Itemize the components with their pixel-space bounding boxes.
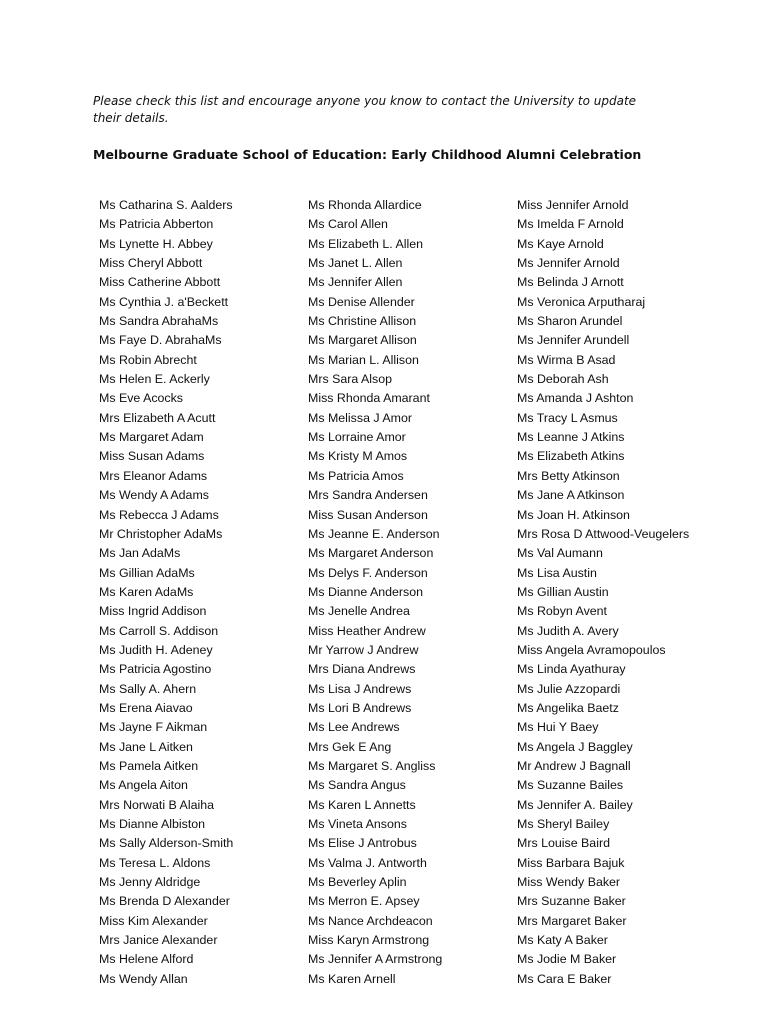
alumni-name-item: Ms Jane L Aitken — [99, 739, 193, 754]
alumni-name-item: Mr Christopher AdaMs — [99, 526, 223, 541]
alumni-name-item: Ms Helene Alford — [99, 952, 194, 967]
alumni-name-item: Ms Cara E Baker — [517, 971, 612, 986]
alumni-name-item: Ms Jeanne E. Anderson — [308, 526, 440, 541]
alumni-name-item: Ms Karen L Annetts — [308, 797, 416, 812]
alumni-name-item: Miss Ingrid Addison — [99, 604, 207, 619]
alumni-name-item: Mrs Betty Atkinson — [517, 468, 620, 483]
alumni-name-item: Ms Amanda J Ashton — [517, 391, 634, 406]
alumni-name-item: Ms Linda Ayathuray — [517, 662, 626, 677]
alumni-name-item: Miss Rhonda Amarant — [308, 391, 430, 406]
alumni-name-item: Ms Wendy A Adams — [99, 488, 209, 503]
alumni-name-item: Ms Imelda F Arnold — [517, 217, 624, 232]
alumni-name-item: Ms Jennifer Arundell — [517, 333, 630, 348]
alumni-name-item: Ms Eve Acocks — [99, 391, 184, 406]
alumni-name-item: Ms Jenelle Andrea — [308, 604, 410, 619]
alumni-name-item: Ms Jodie M Baker — [517, 952, 617, 967]
alumni-name-item: Ms Tracy L Asmus — [517, 410, 618, 425]
alumni-name-item: Ms Karen AdaMs — [99, 584, 194, 599]
name-column-2 — [308, 196, 513, 989]
alumni-name-item: Mrs Norwati B Alaiha — [99, 797, 214, 812]
alumni-name-item: Ms Helen E. Ackerly — [99, 372, 210, 387]
alumni-name-item: Mrs Gek E Ang — [308, 739, 392, 754]
alumni-name-item: Ms Karen Arnell — [308, 971, 396, 986]
alumni-name-item: Ms Jennifer Arnold — [517, 256, 620, 271]
alumni-name-item: Ms Christine Allison — [308, 314, 417, 329]
alumni-name-item: Ms Angela Aiton — [99, 778, 188, 793]
alumni-name-item: Ms Erena Aiavao — [99, 700, 193, 715]
alumni-name-item: Mrs Sara Alsop — [308, 372, 393, 387]
alumni-name-item: Ms Carroll S. Addison — [99, 623, 219, 638]
alumni-name-item: Ms Gillian AdaMs — [99, 565, 195, 580]
alumni-name-item: Ms Vineta Ansons — [308, 817, 407, 831]
alumni-name-item: Ms Robyn Avent — [517, 604, 607, 619]
alumni-name-item: Ms Margaret Anderson — [308, 546, 434, 561]
alumni-name-item: Ms Teresa L. Aldons — [99, 855, 211, 870]
alumni-name-item: Ms Merron E. Apsey — [308, 894, 420, 909]
alumni-name-item: Mrs Janice Alexander — [99, 933, 218, 948]
alumni-name-list — [99, 196, 759, 996]
alumni-name-item: Miss Angela Avramopoulos — [517, 642, 666, 657]
name-column-3 — [517, 196, 722, 989]
alumni-name-item: Ms Sandra Angus — [308, 778, 406, 793]
alumni-name-item: Ms Jane A Atkinson — [517, 488, 625, 503]
alumni-name-item: Ms Sally A. Ahern — [99, 681, 197, 696]
alumni-name-item: Ms Marian L. Allison — [308, 352, 419, 367]
alumni-name-item: Ms Rhonda Allardice — [308, 198, 422, 212]
alumni-name-item: Mr Yarrow J Andrew — [308, 642, 419, 657]
alumni-name-item: Ms Angelika Baetz — [517, 700, 619, 715]
alumni-name-item: Ms Dianne Anderson — [308, 584, 424, 599]
alumni-name-item: Ms Dianne Albiston — [99, 817, 206, 831]
alumni-name-item: Ms Leanne J Atkins — [517, 430, 625, 445]
alumni-name-item: Mrs Louise Baird — [517, 836, 610, 851]
alumni-name-item: Ms Robin Abrecht — [99, 352, 197, 367]
alumni-name-item: Ms Lynette H. Abbey — [99, 236, 213, 251]
alumni-name-item: Miss Wendy Baker — [517, 875, 621, 890]
alumni-name-item: Ms Jennifer Allen — [308, 275, 403, 290]
alumni-name-item: Ms Patricia Agostino — [99, 662, 212, 677]
alumni-name-item: Mrs Eleanor Adams — [99, 468, 208, 483]
alumni-name-item: Ms Faye D. AbrahaMs — [99, 333, 222, 348]
page-title: Melbourne Graduate School of Education: Early Childhood Alumni Celebration — [93, 147, 642, 162]
alumni-name-item: Miss Catherine Abbott — [99, 275, 221, 290]
alumni-name-item: Ms Margaret Adam — [99, 430, 204, 445]
alumni-name-item: Ms Sandra AbrahaMs — [99, 314, 219, 329]
alumni-name-item: Ms Sheryl Bailey — [517, 817, 610, 831]
alumni-name-item: Ms Suzanne Bailes — [517, 778, 624, 793]
alumni-name-item: Ms Katy A Baker — [517, 933, 608, 948]
alumni-name-item: Ms Denise Allender — [308, 294, 415, 309]
alumni-name-item: Mrs Diana Andrews — [308, 662, 416, 677]
alumni-name-item: Ms Val Aumann — [517, 546, 603, 561]
alumni-name-item: Miss Susan Anderson — [308, 507, 428, 522]
alumni-name-item: Ms Catharina S. Aalders — [99, 198, 233, 212]
alumni-name-item: Ms Joan H. Atkinson — [517, 507, 630, 522]
alumni-name-item: Ms Kristy M Amos — [308, 449, 408, 464]
alumni-name-item: Ms Elizabeth L. Allen — [308, 236, 424, 251]
alumni-name-item: Miss Barbara Bajuk — [517, 855, 625, 870]
alumni-name-item: Ms Elizabeth Atkins — [517, 449, 625, 464]
alumni-name-item: Ms Nance Archdeacon — [308, 913, 433, 928]
alumni-name-item: Ms Cynthia J. a'Beckett — [99, 294, 229, 309]
alumni-name-item: Ms Jayne F Aikman — [99, 720, 208, 735]
alumni-name-item: Miss Heather Andrew — [308, 623, 426, 638]
alumni-name-item: Ms Janet L. Allen — [308, 256, 403, 271]
alumni-name-item: Mrs Suzanne Baker — [517, 894, 626, 909]
alumni-name-item: Ms Angela J Baggley — [517, 739, 633, 754]
alumni-name-item: Ms Jenny Aldridge — [99, 875, 201, 890]
alumni-name-item: Ms Julie Azzopardi — [517, 681, 621, 696]
alumni-name-item: Ms Jan AdaMs — [99, 546, 181, 561]
alumni-name-item: Ms Valma J. Antworth — [308, 855, 427, 870]
alumni-name-item: Ms Delys F. Anderson — [308, 565, 428, 580]
alumni-name-item: Ms Beverley Aplin — [308, 875, 407, 890]
name-column-1 — [99, 196, 304, 989]
alumni-name-item: Ms Lee Andrews — [308, 720, 400, 735]
alumni-name-item: Miss Cheryl Abbott — [99, 256, 203, 271]
alumni-name-item: Ms Jennifer A Armstrong — [308, 952, 443, 967]
alumni-name-item: Ms Elise J Antrobus — [308, 836, 417, 851]
alumni-name-item: Ms Deborah Ash — [517, 372, 609, 387]
alumni-name-item: Ms Lorraine Amor — [308, 430, 406, 445]
alumni-name-item: Miss Kim Alexander — [99, 913, 208, 928]
alumni-name-item: Ms Carol Allen — [308, 217, 388, 232]
alumni-name-item: Ms Lori B Andrews — [308, 700, 412, 715]
alumni-name-item: Ms Judith H. Adeney — [99, 642, 213, 657]
alumni-name-item: Ms Hui Y Baey — [517, 720, 599, 735]
alumni-name-item: Ms Veronica Arputharaj — [517, 294, 646, 309]
alumni-name-item: Miss Karyn Armstrong — [308, 933, 430, 948]
alumni-name-item: Ms Wirma B Asad — [517, 352, 616, 367]
alumni-name-item: Ms Lisa J Andrews — [308, 681, 412, 696]
alumni-name-item: Ms Melissa J Amor — [308, 410, 412, 425]
alumni-name-item: Ms Brenda D Alexander — [99, 894, 230, 909]
alumni-name-item: Ms Wendy Allan — [99, 971, 188, 986]
alumni-name-item: Ms Sally Alderson-Smith — [99, 836, 234, 851]
alumni-name-item: Ms Gillian Austin — [517, 584, 609, 599]
alumni-name-item: Ms Belinda J Arnott — [517, 275, 624, 290]
alumni-name-item: Ms Pamela Aitken — [99, 758, 199, 773]
alumni-name-item: Miss Susan Adams — [99, 449, 205, 464]
intro-instructions: Please check this list and encourage anyone you know to contact the University to update their details. — [93, 94, 637, 125]
alumni-name-item: Mr Andrew J Bagnall — [517, 758, 631, 773]
alumni-name-item: Ms Margaret S. Angliss — [308, 758, 436, 773]
alumni-name-item: Ms Sharon Arundel — [517, 314, 623, 329]
alumni-name-item: Miss Jennifer Arnold — [517, 198, 629, 212]
alumni-name-item: Ms Lisa Austin — [517, 565, 597, 580]
alumni-name-item: Ms Margaret Allison — [308, 333, 417, 348]
alumni-name-item: Ms Patricia Amos — [308, 468, 404, 483]
alumni-name-item: Ms Rebecca J Adams — [99, 507, 219, 522]
alumni-name-item: Ms Jennifer A. Bailey — [517, 797, 633, 812]
alumni-name-item: Ms Judith A. Avery — [517, 623, 619, 638]
alumni-name-item: Mrs Margaret Baker — [517, 913, 627, 928]
alumni-name-item: Ms Patricia Abberton — [99, 217, 214, 232]
alumni-name-item: Mrs Sandra Andersen — [308, 488, 428, 503]
alumni-name-item: Mrs Elizabeth A Acutt — [99, 410, 216, 425]
alumni-name-item: Mrs Rosa D Attwood-Veugelers — [517, 526, 690, 541]
alumni-name-item: Ms Kaye Arnold — [517, 236, 604, 251]
